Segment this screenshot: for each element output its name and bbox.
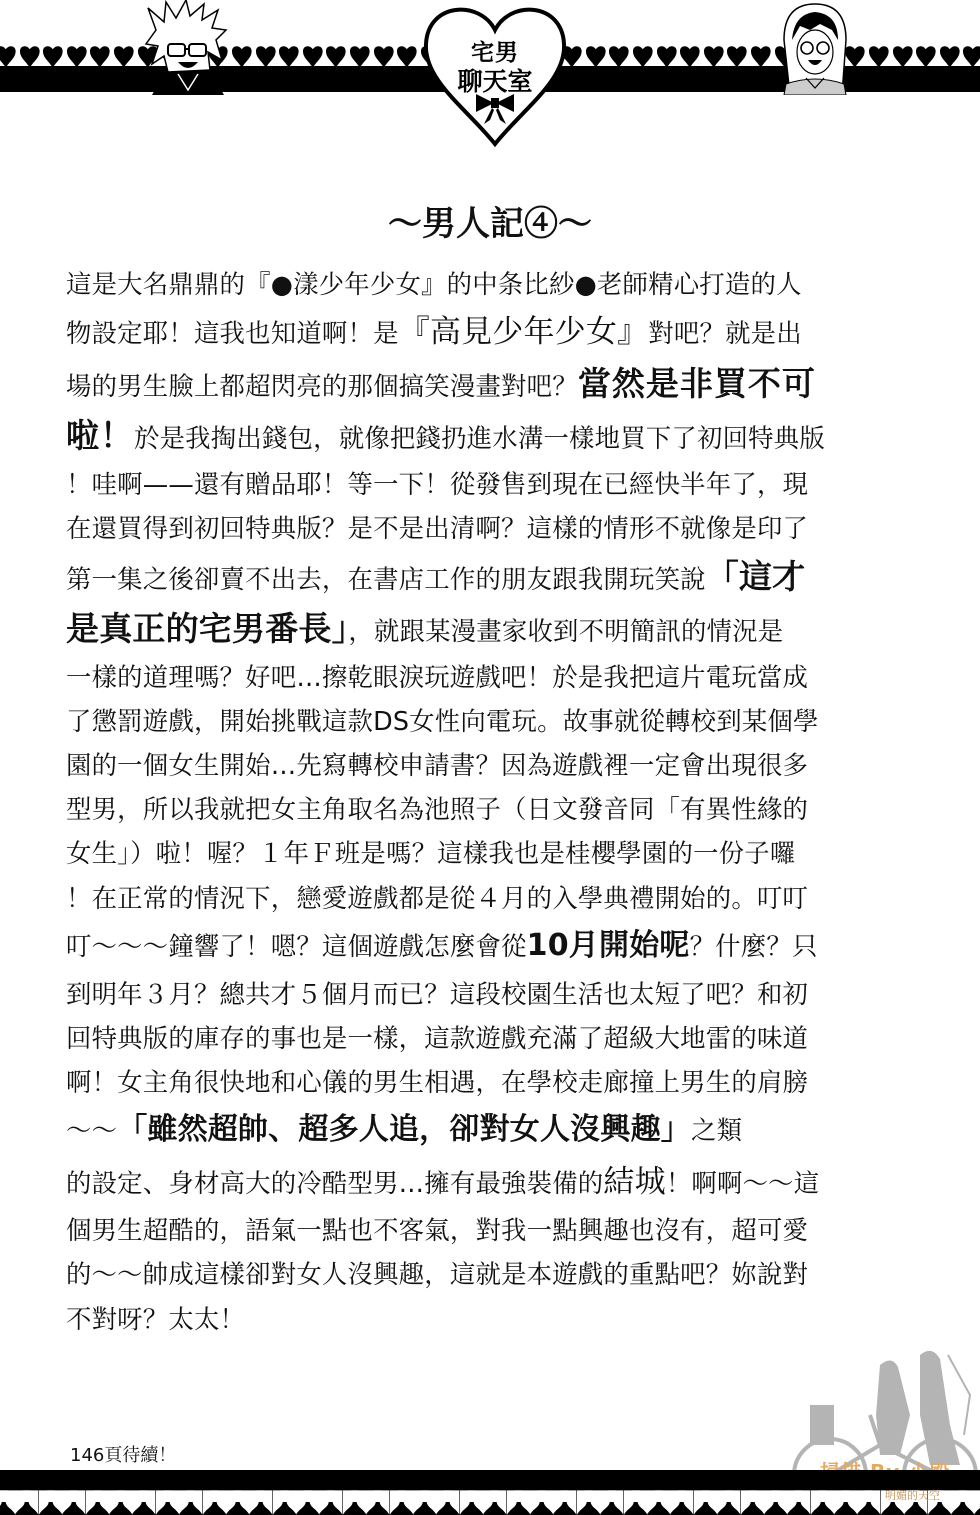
heart-icon xyxy=(249,1490,272,1515)
heart-icon xyxy=(631,44,655,68)
heart-icon xyxy=(914,44,938,68)
heart-icon xyxy=(0,1490,15,1515)
heart-icon xyxy=(343,1490,366,1515)
heart-icon xyxy=(41,44,65,68)
heart-icon xyxy=(584,44,608,68)
body-text: 在還買得到初回特典版？是不是出清啊？這樣的情形不就像是印了 xyxy=(66,513,809,544)
heart-icon xyxy=(203,1490,226,1515)
heart-icon xyxy=(348,44,372,68)
heart-icon xyxy=(226,1490,249,1515)
bottom-drop-border xyxy=(0,1490,980,1515)
heart-icon xyxy=(961,44,980,68)
heart-icon xyxy=(366,1490,389,1515)
heart-icon xyxy=(834,1490,857,1515)
heart-icon xyxy=(390,1490,413,1515)
body-text: 不對呀？太太！ xyxy=(66,1303,246,1334)
body-line xyxy=(66,358,916,410)
heart-icon xyxy=(319,1490,342,1515)
body-line xyxy=(66,1016,916,1060)
body-line xyxy=(66,1252,916,1296)
heart-icon xyxy=(296,1490,319,1515)
heart-icon xyxy=(18,44,42,68)
emphasis-text: 「雖然超帥、超多人追，卻對女人沒興趣」 xyxy=(117,1112,691,1148)
heart-icon xyxy=(694,1490,717,1515)
body-text: 的設定、身材高大的冷酷型男…擁有最強裝備的 xyxy=(66,1168,604,1199)
body-line xyxy=(66,262,916,306)
bottom-black-band xyxy=(0,1470,980,1492)
body-line xyxy=(66,876,916,920)
body-text: 到明年３月？總共才５個月而已？這段校園生活也太短了吧？和初 xyxy=(66,978,809,1009)
body-line xyxy=(66,1104,916,1156)
girl-character-illustration xyxy=(770,0,860,95)
heart-icon xyxy=(717,1490,740,1515)
heart-icon xyxy=(951,1490,974,1515)
heart-icon xyxy=(655,44,679,68)
heart-icon xyxy=(607,44,631,68)
body-text: 了懲罰遊戲，開始挑戰這款DS女性向電玩。故事就從轉校到某個學 xyxy=(66,705,819,736)
heart-icon xyxy=(867,44,891,68)
body-text: 對吧？就是出 xyxy=(648,318,802,349)
heart-icon xyxy=(670,1490,693,1515)
body-line xyxy=(66,506,916,550)
body-text: 這是大名鼎鼎的『●漾少年少女』的中条比紗●老師精心打造的人 xyxy=(66,269,802,299)
article-body xyxy=(66,262,916,1341)
heart-icon xyxy=(725,44,749,68)
body-text: 女生」）啦！喔？１年Ｆ班是嗎？這樣我也是桂櫻學園的一份子囉 xyxy=(66,838,796,869)
heart-icon xyxy=(553,1490,576,1515)
body-text: ！哇啊——還有贈品耶！等一下！從發售到現在已經快半年了，現 xyxy=(66,469,809,500)
body-text: 個男生超酷的，語氣一點也不客氣，對我一點興趣也沒有，超可愛 xyxy=(66,1215,809,1246)
watermark-subtext: 明媚的天空 xyxy=(885,1489,940,1502)
badge-title-line2: 聊天室 xyxy=(457,67,533,96)
heart-icon xyxy=(811,1490,834,1515)
heart-icon xyxy=(86,1490,109,1515)
body-line xyxy=(66,410,916,462)
body-text: 場的男生臉上都超閃亮的那個搞笑漫畫對吧？ xyxy=(66,371,578,402)
body-line xyxy=(66,603,916,655)
heart-icon xyxy=(112,44,136,68)
body-line xyxy=(66,306,916,358)
body-text: 〜〜 xyxy=(66,1115,118,1146)
body-line xyxy=(66,920,916,972)
heart-icon xyxy=(273,1490,296,1515)
emphasis-text: 「這才 xyxy=(705,556,806,596)
heart-icon xyxy=(647,1490,670,1515)
heart-icon xyxy=(132,1490,155,1515)
heart-icon xyxy=(974,1490,980,1515)
body-text: 的〜〜帥成這樣卻對女人沒興趣，這就是本遊戲的重點吧？妳說對 xyxy=(66,1259,809,1290)
body-text: ，就跟某漫畫家收到不明簡訊的情況是 xyxy=(348,615,784,646)
body-line xyxy=(66,462,916,506)
heart-icon xyxy=(179,1490,202,1515)
heart-icon xyxy=(891,44,915,68)
emphasis-text: 啦！ xyxy=(66,416,134,456)
body-line xyxy=(66,699,916,743)
emphasis-text: 是真正的宅男番長」 xyxy=(66,608,349,648)
body-line xyxy=(66,787,916,831)
heart-icon xyxy=(15,1490,38,1515)
body-text: 型男，所以我就把女主角取名為池照子（日文發音同「有異性緣的 xyxy=(66,794,809,825)
heart-icon xyxy=(702,44,726,68)
body-text: ！在正常的情況下，戀愛遊戲都是從４月的入學典禮開始的。叮叮 xyxy=(66,882,809,913)
body-line xyxy=(66,1156,916,1208)
body-line xyxy=(66,1297,916,1341)
heart-icon xyxy=(624,1490,647,1515)
heart-icon xyxy=(507,1490,530,1515)
body-text: 之類 xyxy=(691,1115,743,1146)
emphasis-text: 『高見少年少女』 xyxy=(398,314,649,351)
heart-icon xyxy=(436,1490,459,1515)
heart-icon xyxy=(600,1490,623,1515)
heart-icon xyxy=(156,1490,179,1515)
heart-icon xyxy=(324,44,348,68)
body-text: 第一集之後卻賣不出去，在書店工作的朋友跟我開玩笑說 xyxy=(66,563,706,594)
heart-icon xyxy=(0,44,18,68)
body-line xyxy=(66,1060,916,1104)
heart-icon xyxy=(254,44,278,68)
body-text: 園的一個女生開始…先寫轉校申請書？因為遊戲裡一定會出現很多 xyxy=(66,749,809,780)
body-line xyxy=(66,1208,916,1252)
badge-title-line1: 宅男 xyxy=(471,40,519,66)
heart-icon xyxy=(483,1490,506,1515)
article-title: 〜男人記④〜 xyxy=(388,204,592,244)
heart-icon xyxy=(678,44,702,68)
heart-icon xyxy=(301,44,325,68)
heart-icon xyxy=(39,1490,62,1515)
continued-note: 146頁待續！ xyxy=(70,1445,177,1466)
body-text: ？什麼？只 xyxy=(689,930,818,961)
body-line xyxy=(66,972,916,1016)
emphasis-text: 當然是非買不可 xyxy=(577,364,816,404)
heart-icon xyxy=(88,44,112,68)
body-line xyxy=(66,743,916,787)
heart-icon xyxy=(741,1490,764,1515)
heart-icon xyxy=(460,1490,483,1515)
boy-character-illustration xyxy=(138,0,238,95)
body-line xyxy=(66,831,916,875)
heart-icon xyxy=(787,1490,810,1515)
heart-icon xyxy=(938,44,962,68)
heart-icon xyxy=(277,44,301,68)
heart-icon xyxy=(413,1490,436,1515)
body-text: 啊！女主角很快地和心儀的男生相遇，在學校走廊撞上男生的肩膀 xyxy=(66,1067,809,1098)
heart-icon xyxy=(109,1490,132,1515)
heart-icon xyxy=(372,44,396,68)
heart-icon xyxy=(857,1490,880,1515)
heart-icon xyxy=(530,1490,553,1515)
heart-icon xyxy=(65,44,89,68)
body-line xyxy=(66,655,916,699)
body-text: 於是我掏出錢包，就像把錢扔進水溝一樣地買下了初回特典版 xyxy=(134,423,825,454)
emphasis-text: 10月開始呢 xyxy=(526,927,690,963)
body-line xyxy=(66,551,916,603)
heart-icon xyxy=(62,1490,85,1515)
body-text: 一樣的道理嗎？好吧…擦乾眼淚玩遊戲吧！於是我把這片電玩當成 xyxy=(66,661,809,692)
body-text: 回特典版的庫存的事也是一樣，這款遊戲充滿了超級大地雷的味道 xyxy=(66,1022,809,1053)
body-text: 叮〜〜〜鐘響了！嗯？這個遊戲怎麼會從 xyxy=(66,930,527,961)
heart-icon xyxy=(577,1490,600,1515)
heart-icon xyxy=(764,1490,787,1515)
emphasis-text: 結城 xyxy=(603,1164,666,1201)
body-text: ！啊啊〜〜這 xyxy=(665,1168,820,1199)
body-text: 物設定耶！這我也知道啊！是 xyxy=(66,318,399,349)
